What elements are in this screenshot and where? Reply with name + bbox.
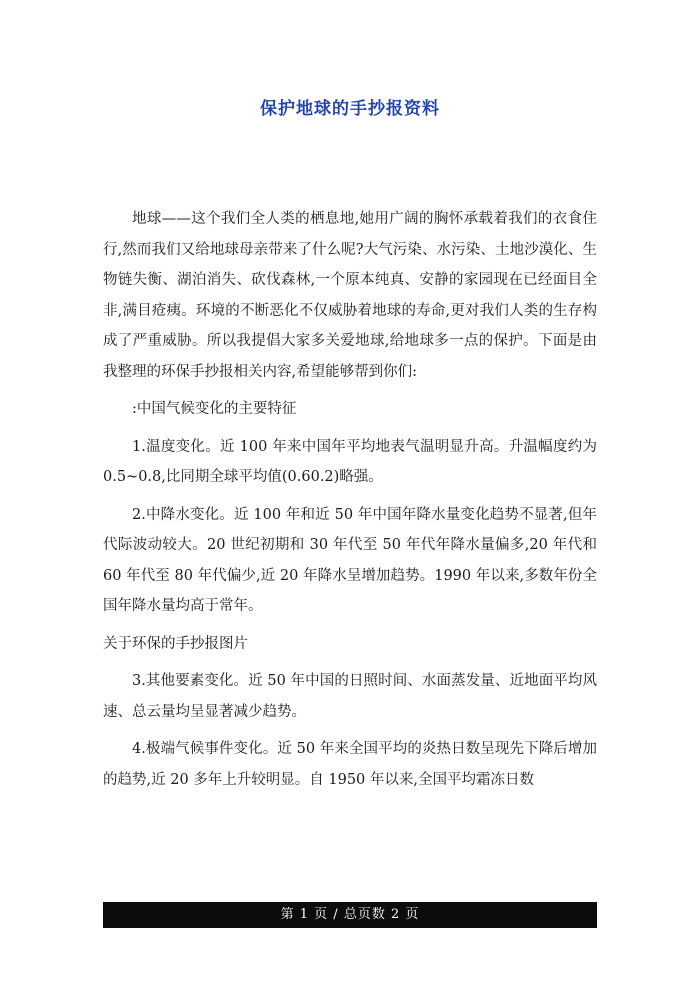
paragraph-other-elements: 3.其他要素变化。近 50 年中国的日照时间、水面蒸发量、近地面平均风速、总云量均呈显著减少趋势。 — [103, 673, 597, 720]
page-footer: 第 1 页 / 总页数 2 页 — [103, 902, 597, 928]
section-heading: :中国气候变化的主要特征 — [132, 401, 297, 417]
document-title: 保护地球的手抄报资料 — [260, 99, 440, 119]
document-body — [103, 204, 597, 802]
paragraph-temperature: 1.温度变化。近 100 年来中国年平均地表气温明显升高。升温幅度约为 0.5~0.8,比同期全球平均值(0.60.2)略强。 — [103, 438, 597, 485]
paragraph-extreme-events: 4.极端气候事件变化。近 50 年来全国平均的炎热日数呈现先下降后增加的趋势,近 20 多年上升较明显。自 1950 年以来,全国平均霜冻日数 — [103, 741, 597, 788]
intro-paragraph: 地球——这个我们全人类的栖息地,她用广阔的胸怀承载着我们的衣食住行,然而我们又给地球母亲带来了什么呢?大气污染、水污染、土地沙漠化、生物链失衡、湖泊消失、砍伐森林,一个原本纯真、安静的家园现在已经面目全非,满目疮痍。环境的不断恶化不仅威胁着地球的寿命,更对我们人类的生存构成了严重威胁。所以我提倡大家多关爱地球,给地球多一点的保护。下面是由我整理的环保手抄报相关内容,希望能够帮到你们: — [103, 211, 597, 380]
image-caption-line: 关于环保的手抄报图片 — [103, 635, 248, 652]
paragraph-precipitation: 2.中降水变化。近 100 年和近 50 年中国年降水量变化趋势不显著,但年代际波动较大。20 世纪初期和 30 年代至 50 年代年降水量偏多,20 年代和 60 年代至 80 年代偏少,近 20 年降水呈增加趋势。1990 年以来,多数年份全国年降水量均高于常年。 — [103, 506, 597, 614]
